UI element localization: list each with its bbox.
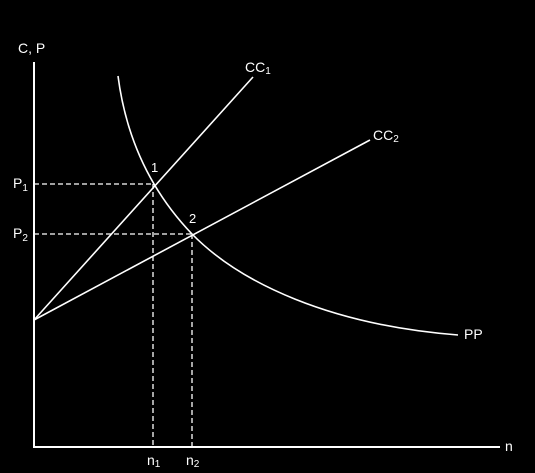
n1-tick-label: n1 bbox=[147, 452, 161, 470]
point-2-marker: 2 bbox=[189, 211, 197, 226]
n2-tick-label: n2 bbox=[186, 452, 200, 470]
cc2-label: CC2 bbox=[373, 127, 399, 145]
pp-label: PP bbox=[464, 326, 483, 342]
p2-tick-label: $P_2$ bbox=[13, 225, 28, 244]
cc2-line bbox=[34, 140, 370, 320]
pp-curve bbox=[118, 76, 458, 335]
cc1-line bbox=[34, 77, 253, 320]
cc1-label: CC1 bbox=[245, 59, 271, 77]
y-axis-label: C, P bbox=[18, 40, 46, 56]
p1-tick-label: $P_1$ bbox=[13, 175, 28, 194]
x-axis-label: n bbox=[505, 438, 513, 454]
point-1-marker: 1 bbox=[151, 160, 159, 175]
